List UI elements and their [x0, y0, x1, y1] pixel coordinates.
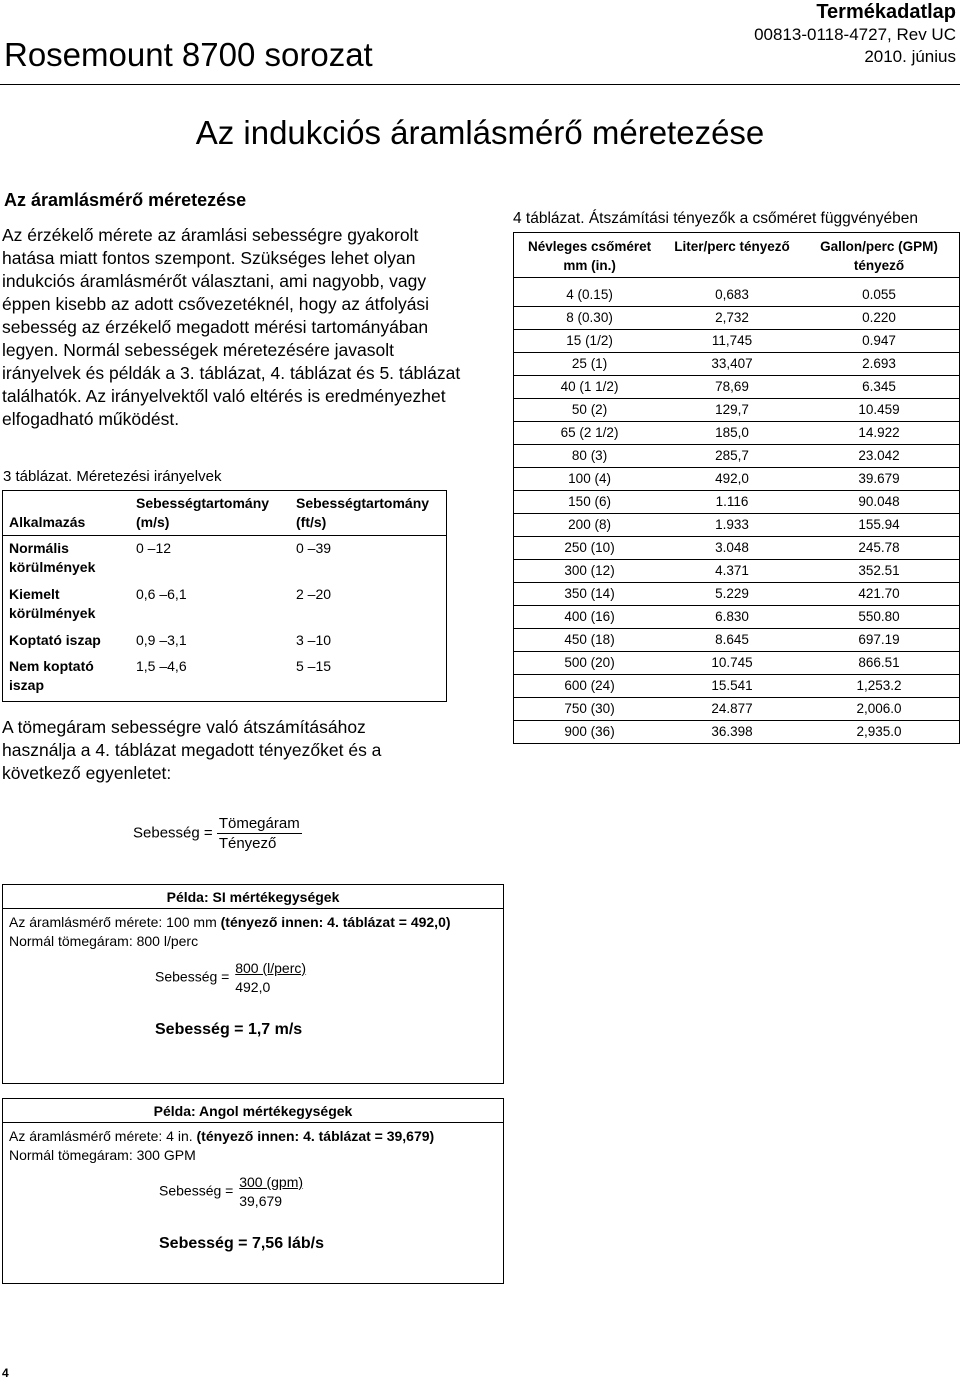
liter-factor-cell: 5.229: [665, 583, 799, 606]
section-title: Az áramlásmérő méretezése: [4, 190, 247, 210]
doc-info: [754, 0, 956, 68]
formula-lhs: Sebesség =: [133, 824, 213, 842]
header-divider: [0, 84, 960, 85]
table-row: [514, 583, 960, 606]
pipe-size-cell: 40 (1 1/2): [514, 376, 666, 399]
example-factor-text: (tényező innen: 4. táblázat = 39,679): [196, 1128, 435, 1144]
table-row: [514, 399, 960, 422]
table-row: [3, 628, 447, 654]
liter-factor-cell: 24.877: [665, 698, 799, 721]
application-cell: Kiemelt körülmények: [9, 585, 96, 621]
liter-factor-cell: 15.541: [665, 675, 799, 698]
table-row: [3, 654, 447, 702]
column-header: Sebességtartomány (m/s): [130, 491, 290, 536]
table-row: [514, 675, 960, 698]
pipe-size-cell: 8 (0.30): [514, 307, 666, 330]
example-size-line: [3, 913, 503, 932]
formula-denominator: 492,0: [235, 979, 271, 995]
example-factor-text: (tényező innen: 4. táblázat = 492,0): [220, 914, 451, 930]
table-row: [514, 721, 960, 744]
gallon-factor-cell: 23.042: [799, 445, 960, 468]
column-header: Liter/perc tényező: [665, 233, 799, 278]
table3-caption: 3 táblázat. Méretezési irányelvek: [3, 468, 222, 485]
gallon-factor-cell: 550.80: [799, 606, 960, 629]
gallon-factor-cell: 6.345: [799, 376, 960, 399]
gallon-factor-cell: 0.947: [799, 330, 960, 353]
table-row: [3, 582, 447, 628]
conversion-paragraph: A tömegáram sebességre való átszámításához használja a 4. táblázat megadott tényezőket és a következő egyenletet:: [2, 717, 382, 783]
table-row: [514, 606, 960, 629]
pipe-size-cell: 100 (4): [514, 468, 666, 491]
liter-factor-cell: 10.745: [665, 652, 799, 675]
doc-type: Termékadatlap: [816, 1, 956, 23]
gallon-factor-cell: 421.70: [799, 583, 960, 606]
formula-numerator: 300 (gpm): [239, 1174, 304, 1190]
pipe-size-cell: 500 (20): [514, 652, 666, 675]
example-title: Példa: Angol mértékegységek: [3, 1099, 503, 1123]
gallon-factor-cell: 245.78: [799, 537, 960, 560]
pipe-size-cell: 250 (10): [514, 537, 666, 560]
gallon-factor-cell: 352.51: [799, 560, 960, 583]
column-header: Gallon/perc (GPM) tényező: [799, 233, 960, 278]
range-imperial-cell: 3 –10: [296, 631, 332, 648]
table-row: [514, 698, 960, 721]
liter-factor-cell: 78,69: [665, 376, 799, 399]
formula-numerator: 800 (l/perc): [235, 960, 307, 976]
gallon-factor-cell: 866.51: [799, 652, 960, 675]
table4-caption: 4 táblázat. Átszámítási tényezők a csőméret függvényében: [513, 210, 918, 227]
example-size-line: [3, 1127, 503, 1146]
doc-date: 2010. június: [864, 47, 956, 66]
liter-factor-cell: 0,683: [715, 287, 749, 302]
doc-number: 00813-0118-4727, Rev UC: [754, 25, 956, 44]
range-metric-cell: 1,5 –4,6: [136, 657, 187, 674]
page-title: Az indukciós áramlásmérő méretezése: [195, 114, 765, 151]
example-flow-line: Normál tömegáram: 300 GPM: [9, 1147, 196, 1163]
liter-factor-cell: 33,407: [665, 353, 799, 376]
gallon-factor-cell: 39.679: [799, 468, 960, 491]
gallon-factor-cell: 155.94: [799, 514, 960, 537]
range-imperial-cell: 0 –39: [296, 540, 332, 556]
liter-factor-cell: 1.933: [665, 514, 799, 537]
gallon-factor-cell: 90.048: [799, 491, 960, 514]
velocity-formula: [133, 814, 302, 853]
table-row: [514, 376, 960, 399]
table-row: [514, 353, 960, 376]
liter-factor-cell: 2,732: [665, 307, 799, 330]
table-row: [514, 307, 960, 330]
gallon-factor-cell: 697.19: [799, 629, 960, 652]
pipe-size-cell: 200 (8): [514, 514, 666, 537]
formula-fraction: [233, 959, 308, 997]
gallon-factor-cell: 10.459: [799, 399, 960, 422]
range-imperial-cell: 5 –15: [296, 657, 332, 674]
pipe-size-cell: 25 (1): [514, 353, 666, 376]
formula-lhs: Sebesség =: [159, 1182, 234, 1199]
liter-factor-cell: 11,745: [665, 330, 799, 353]
pipe-size-cell: 750 (30): [514, 698, 666, 721]
gallon-factor-cell: 2.693: [799, 353, 960, 376]
formula-denominator: Tényező: [218, 835, 277, 852]
conversion-factors-table: [513, 232, 960, 744]
example-result: Sebesség = 1,7 m/s: [155, 1021, 303, 1038]
formula-denominator: 39,679: [239, 1193, 283, 1209]
table-row: [514, 537, 960, 560]
pipe-size-cell: 450 (18): [514, 629, 666, 652]
example-result: Sebesség = 7,56 láb/s: [159, 1235, 324, 1252]
table-row: [514, 629, 960, 652]
application-cell: Koptató iszap: [9, 631, 101, 648]
liter-factor-cell: 36.398: [665, 721, 799, 744]
table-header-row: [3, 491, 447, 536]
liter-factor-cell: 492,0: [665, 468, 799, 491]
gallon-factor-cell: 1,253.2: [799, 675, 960, 698]
liter-factor-cell: 8.645: [665, 629, 799, 652]
liter-factor-cell: 4.371: [665, 560, 799, 583]
table-header-row: [514, 233, 960, 278]
liter-factor-cell: 185,0: [665, 422, 799, 445]
conversion-table-body: [514, 278, 960, 744]
pipe-size-cell: 15 (1/2): [514, 330, 666, 353]
example-title: Példa: SI mértékegységek: [3, 885, 503, 909]
gallon-factor-cell: 2,935.0: [799, 721, 960, 744]
example-imperial-box: [2, 1098, 504, 1284]
example-flow-line: Normál tömegáram: 800 l/perc: [9, 933, 199, 949]
liter-factor-cell: 1.116: [665, 491, 799, 514]
pipe-size-cell: 4 (0.15): [566, 287, 613, 302]
formula-numerator: Tömegáram: [218, 815, 300, 832]
pipe-size-cell: 400 (16): [514, 606, 666, 629]
formula-lhs: Sebesség =: [155, 968, 230, 985]
liter-factor-cell: 129,7: [665, 399, 799, 422]
example-size-text: Az áramlásmérő mérete: 100 mm: [9, 914, 221, 930]
pipe-size-cell: 600 (24): [514, 675, 666, 698]
page-number: 4: [2, 1366, 9, 1380]
example-size-text: Az áramlásmérő mérete: 4 in.: [9, 1128, 197, 1144]
range-metric-cell: 0,6 –6,1: [136, 585, 187, 602]
pipe-size-cell: 65 (2 1/2): [514, 422, 666, 445]
table-row: [3, 536, 447, 582]
table-row: [514, 652, 960, 675]
series-title: Rosemount 8700 sorozat: [4, 36, 373, 73]
table-row: [514, 278, 960, 307]
gallon-factor-cell: 0.055: [862, 287, 896, 302]
formula-fraction: [237, 1173, 305, 1211]
example-formula: [159, 1173, 305, 1211]
pipe-size-cell: 900 (36): [514, 721, 666, 744]
formula-fraction: [217, 814, 302, 853]
table-row: [514, 491, 960, 514]
pipe-size-cell: 150 (6): [514, 491, 666, 514]
table-row: [514, 422, 960, 445]
table-row: [514, 330, 960, 353]
example-si-box: [2, 884, 504, 1084]
liter-factor-cell: 285,7: [665, 445, 799, 468]
pipe-size-cell: 350 (14): [514, 583, 666, 606]
liter-factor-cell: 3.048: [665, 537, 799, 560]
column-header: Sebességtartomány (ft/s): [290, 491, 447, 536]
range-imperial-cell: 2 –20: [296, 585, 332, 602]
column-header: Alkalmazás: [3, 491, 131, 536]
table-row: [514, 514, 960, 537]
range-metric-cell: 0 –12: [136, 540, 172, 556]
pipe-size-cell: 300 (12): [514, 560, 666, 583]
application-cell: Normális körülmények: [9, 540, 96, 575]
example-formula: [155, 959, 308, 997]
pipe-size-cell: 50 (2): [514, 399, 666, 422]
column-header: Névleges csőméret mm (in.): [514, 233, 666, 278]
intro-paragraph: Az érzékelő mérete az áramlási sebességre gyakorolt hatása miatt fontos szempont. Szükséges lehet olyan indukciós áramlásmérőt választani, ami nagyobb, vagy éppen kisebb az adott csővezetéknél, hogy az átfolyási sebesség az érzékelő megadott mérési tartományában legyen. Normál sebességek méretezésére javasolt irányelvek és példák a 3. táblázat, 4. táblázat és 5. táblázat találhatók. Az irányelvektől való eltérés is eredményezhet elfogadható működést.: [2, 225, 461, 429]
gallon-factor-cell: 0.220: [799, 307, 960, 330]
gallon-factor-cell: 2,006.0: [799, 698, 960, 721]
table-row: [514, 468, 960, 491]
table-row: [514, 560, 960, 583]
pipe-size-cell: 80 (3): [514, 445, 666, 468]
table-row: [514, 445, 960, 468]
sizing-guidelines-table: [2, 490, 447, 702]
range-metric-cell: 0,9 –3,1: [136, 631, 187, 648]
liter-factor-cell: 6.830: [665, 606, 799, 629]
gallon-factor-cell: 14.922: [799, 422, 960, 445]
application-cell: Nem koptató iszap: [9, 657, 94, 693]
